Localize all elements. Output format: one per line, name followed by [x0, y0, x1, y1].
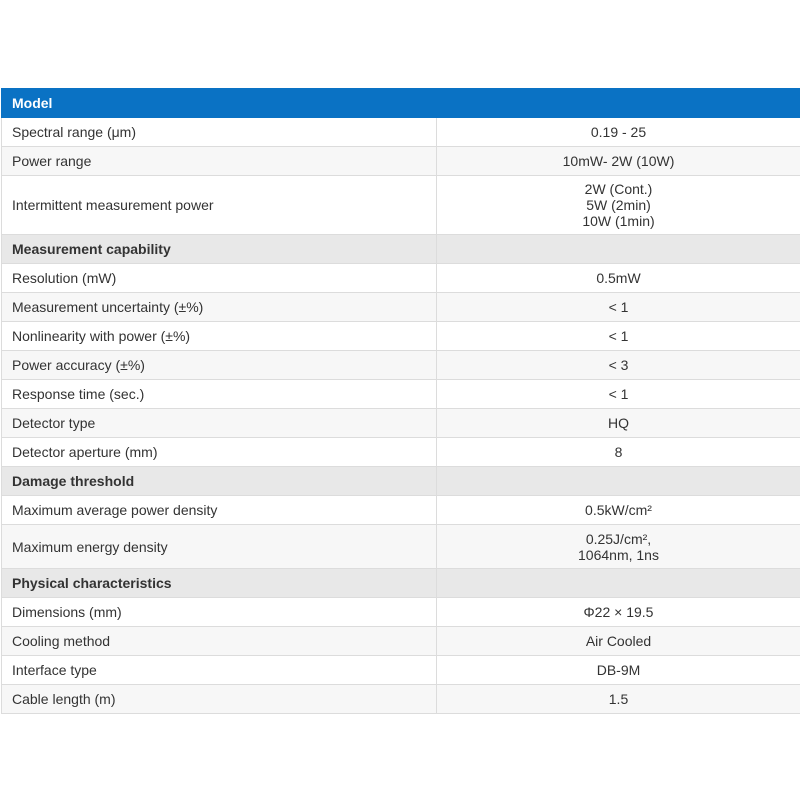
- table-row: [2, 118, 800, 147]
- row-value: [437, 409, 800, 438]
- row-value-text: 0.5mW: [596, 270, 641, 286]
- table-row: [2, 627, 800, 656]
- section-title: Physical characteristics: [2, 569, 437, 598]
- table-row: [2, 176, 800, 235]
- table-row: [2, 409, 800, 438]
- row-label: Intermittent measurement power: [2, 176, 437, 235]
- row-value-text: Φ22 × 19.5: [583, 604, 654, 620]
- row-value-text: DB-9M: [596, 662, 641, 678]
- table-row: [2, 438, 800, 467]
- row-value-text: < 1: [608, 299, 629, 315]
- row-value: [437, 264, 800, 293]
- row-value-text: 1.5: [608, 691, 629, 707]
- section-value-cell: [437, 235, 800, 264]
- row-value: [437, 598, 800, 627]
- row-label: Power range: [2, 147, 437, 176]
- row-label: Measurement uncertainty (±%): [2, 293, 437, 322]
- row-label: Resolution (mW): [2, 264, 437, 293]
- table-row: [2, 525, 800, 569]
- section-title: Measurement capability: [2, 235, 437, 264]
- header-model-value: [437, 89, 800, 118]
- row-value-text: 10mW- 2W (10W): [562, 153, 675, 169]
- row-label: Interface type: [2, 656, 437, 685]
- row-value: [437, 293, 800, 322]
- row-value-text: 2W (Cont.) 5W (2min) 10W (1min): [582, 181, 655, 229]
- section-header-row: [2, 467, 800, 496]
- section-header-row: [2, 235, 800, 264]
- row-value-text: 0.25J/cm², 1064nm, 1ns: [578, 530, 659, 563]
- table-row: [2, 351, 800, 380]
- row-value: [437, 496, 800, 525]
- table-row: [2, 322, 800, 351]
- row-value: [437, 118, 800, 147]
- row-value: [437, 525, 800, 569]
- row-label: Detector aperture (mm): [2, 438, 437, 467]
- row-value: [437, 351, 800, 380]
- row-label: Spectral range (μm): [2, 118, 437, 147]
- row-value-text: HQ: [608, 415, 629, 431]
- row-value-text: Air Cooled: [585, 633, 652, 649]
- row-value: [437, 176, 800, 235]
- table-row: [2, 496, 800, 525]
- section-value-cell: [437, 467, 800, 496]
- row-label: Dimensions (mm): [2, 598, 437, 627]
- section-title: Damage threshold: [2, 467, 437, 496]
- table-row: [2, 685, 800, 714]
- table-header-row: [2, 89, 800, 118]
- row-value: [437, 147, 800, 176]
- row-value-text: < 1: [608, 328, 629, 344]
- row-label: Cable length (m): [2, 685, 437, 714]
- header-model-label: Model: [2, 89, 437, 118]
- row-label: Nonlinearity with power (±%): [2, 322, 437, 351]
- table-row: [2, 293, 800, 322]
- row-value-text: < 1: [608, 386, 629, 402]
- table-row: [2, 147, 800, 176]
- table-row: [2, 598, 800, 627]
- row-value: [437, 380, 800, 409]
- row-label: Response time (sec.): [2, 380, 437, 409]
- row-value: [437, 685, 800, 714]
- section-header-row: [2, 569, 800, 598]
- row-value: [437, 322, 800, 351]
- section-value-cell: [437, 569, 800, 598]
- table-row: [2, 264, 800, 293]
- row-value: [437, 627, 800, 656]
- row-label: Maximum energy density: [2, 525, 437, 569]
- row-value: [437, 656, 800, 685]
- table-row: [2, 380, 800, 409]
- spec-table-body: [2, 89, 800, 714]
- table-row: [2, 656, 800, 685]
- row-value-text: < 3: [608, 357, 629, 373]
- row-label: Maximum average power density: [2, 496, 437, 525]
- row-value-text: 0.5kW/cm²: [585, 502, 652, 518]
- spec-table: [1, 88, 800, 714]
- row-value: [437, 438, 800, 467]
- row-value-text: 0.19 - 25: [590, 124, 647, 140]
- row-value-text: 8: [614, 444, 623, 460]
- row-label: Detector type: [2, 409, 437, 438]
- row-label: Cooling method: [2, 627, 437, 656]
- row-label: Power accuracy (±%): [2, 351, 437, 380]
